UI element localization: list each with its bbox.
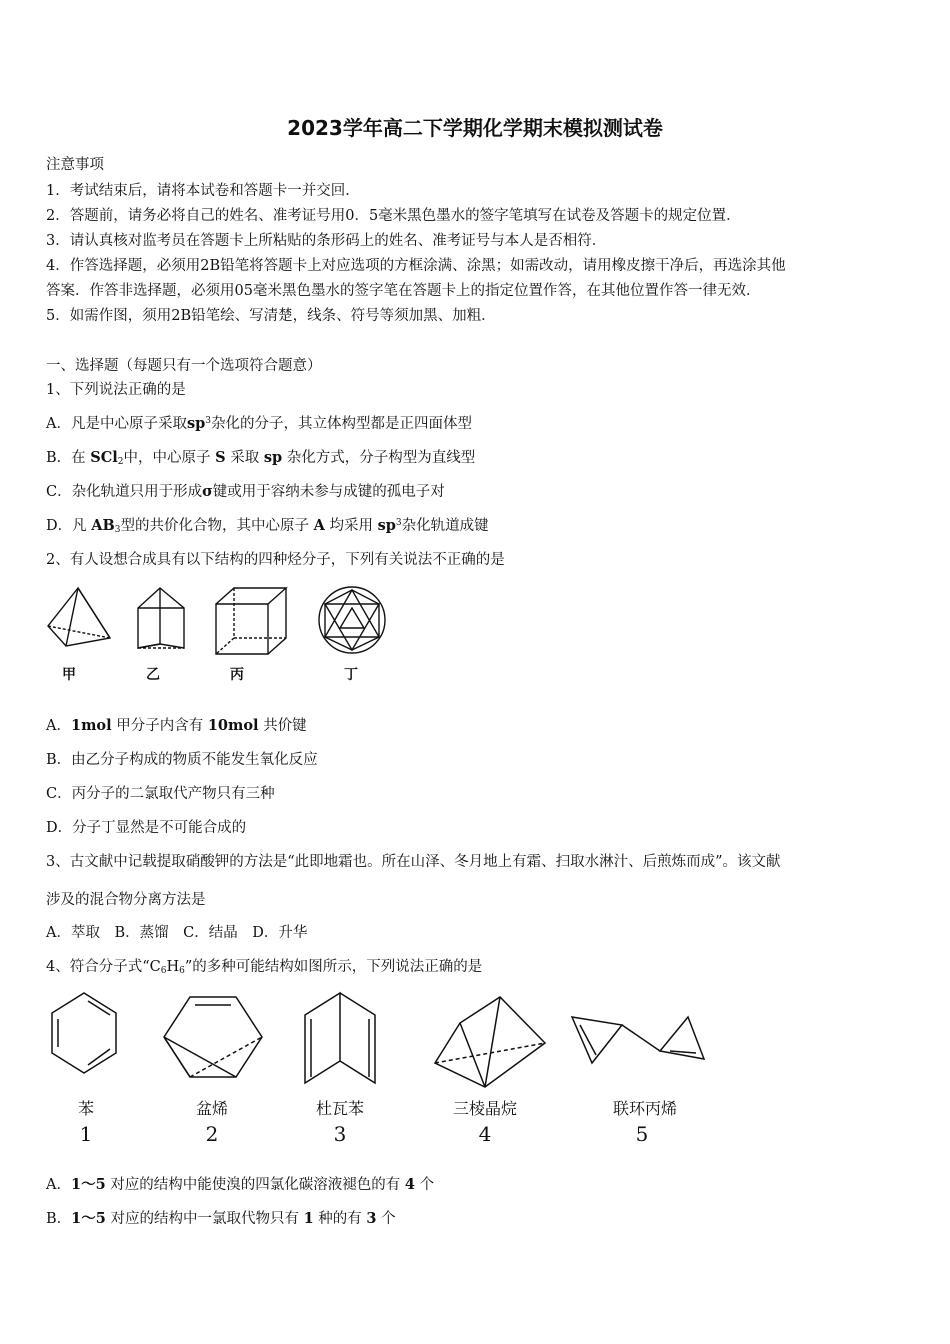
q2-label-bing: 丙 [230, 667, 244, 683]
dodecahedrane-structure [319, 587, 385, 653]
q4-option-a: A．1～5 对应的结构中能使溴的四氯化碳溶液褪色的有 4 个 [46, 1176, 435, 1193]
notice-item-4: 4．作答选择题，必须用2B铅笔将答题卡上对应选项的方框涂满、涂黑；如需改动，请用橡皮擦干净后，再选涂其他 [46, 258, 786, 274]
notice-item-5: 5．如需作图，须用2B铅笔绘、写清楚，线条、符号等须加黑、加粗． [46, 308, 496, 324]
section-heading: 一、选择题（每题只有一个选项符合题意） [46, 358, 322, 374]
page-title: 2023学年高二下学期化学期末模拟测试卷 [287, 116, 663, 140]
notice-item-3: 3．请认真核对监考员在答题卡上所粘贴的条形码上的姓名、准考证号与本人是否相符． [46, 233, 607, 249]
q4-name-prismane: 三棱晶烷 [452, 1099, 517, 1118]
q4-number-4: 4 [478, 1122, 492, 1146]
cubane-structure [216, 588, 286, 654]
benzvalene-structure [164, 997, 262, 1077]
q4-number-5: 5 [635, 1122, 649, 1146]
notice-item-4-cont: 答案．作答非选择题，必须用05毫米黑色墨水的签字笔在答题卡上的指定位置作答，在其他位置作答一律无效． [46, 283, 761, 299]
notice-heading: 注意事项 [46, 157, 104, 173]
q2-option-d: D．分子丁显然是不可能合成的 [46, 820, 247, 836]
q2-option-a: A．1mol 甲分子内含有 10mol 共价键 [46, 717, 307, 734]
benzene-structure [52, 993, 116, 1073]
notice-item-1: 1．考试结束后，请将本试卷和答题卡一并交回． [46, 183, 360, 199]
q4-name-benzvalene: 盆烯 [195, 1099, 228, 1118]
q3-options: A．萃取 B．蒸馏 C．结晶 D．升华 [46, 925, 308, 941]
prismane-c6h6-structure [435, 997, 545, 1087]
q4-number-1: 1 [79, 1122, 93, 1146]
q2-option-c: C．丙分子的二氯取代产物只有三种 [46, 786, 275, 802]
q4-option-b: B．1～5 对应的结构中一氯取代物只有 1 种的有 3 个 [46, 1210, 396, 1227]
q1-option-b: B．在 SCl$_2$中，中心原子 S 采取 sp 杂化方式，分子构型为直线型 [46, 449, 476, 467]
q2-label-yi: 乙 [146, 667, 160, 683]
q1-option-c: C．杂化轨道只用于形成σ键或用于容纳未参与成键的孤电子对 [46, 483, 445, 500]
q2-label-ding: 丁 [344, 667, 358, 683]
q2-option-b: B．由乙分子构成的物质不能发生氧化反应 [46, 752, 318, 768]
q1-option-d: D．凡 $AB_3$型的共价化合物，其中心原子 A 均采用 $sp^3$杂化轨道成键 [46, 517, 489, 535]
q4-number-2: 2 [205, 1122, 219, 1146]
q4-name-benzene: 苯 [77, 1099, 94, 1118]
tetrahedrane-structure [48, 588, 110, 646]
q1-option-a: A．凡是中心原子采取$sp^3$杂化的分子，其立体构型都是正四面体型 [46, 415, 473, 432]
q2-label-jia: 甲 [62, 667, 76, 683]
q4-stem: 4、符合分子式“$C_6H_6$”的多种可能结构如图所示，下列说法正确的是 [46, 959, 483, 976]
dewar-benzene-structure [305, 993, 375, 1083]
q4-number-3: 3 [333, 1122, 347, 1146]
q3-stem-line2: 涉及的混合物分离方法是 [46, 892, 206, 908]
q4-name-dewar-benzene: 杜瓦苯 [315, 1099, 364, 1118]
prismane-structure [138, 588, 184, 648]
q4-structures-figure [40, 985, 720, 1095]
q3-stem-line1: 3、古文献中记载提取硝酸钾的方法是“此即地霜也。所在山泽、冬月地上有霜、扫取水淋汁、后煎炼而成”。该文献 [46, 854, 781, 870]
q2-stem: 2、有人设想合成具有以下结构的四种烃分子，下列有关说法不正确的是 [46, 552, 505, 568]
bicyclopropenyl-structure [572, 1017, 704, 1063]
q1-stem: 1、下列说法正确的是 [46, 382, 186, 398]
q4-name-bicyclopropenyl: 联环丙烯 [612, 1099, 677, 1118]
notice-item-2: 2．答题前，请务必将自己的姓名、准考证号用0．5毫米黑色墨水的签字笔填写在试卷及答题卡的规定位置． [46, 208, 741, 224]
